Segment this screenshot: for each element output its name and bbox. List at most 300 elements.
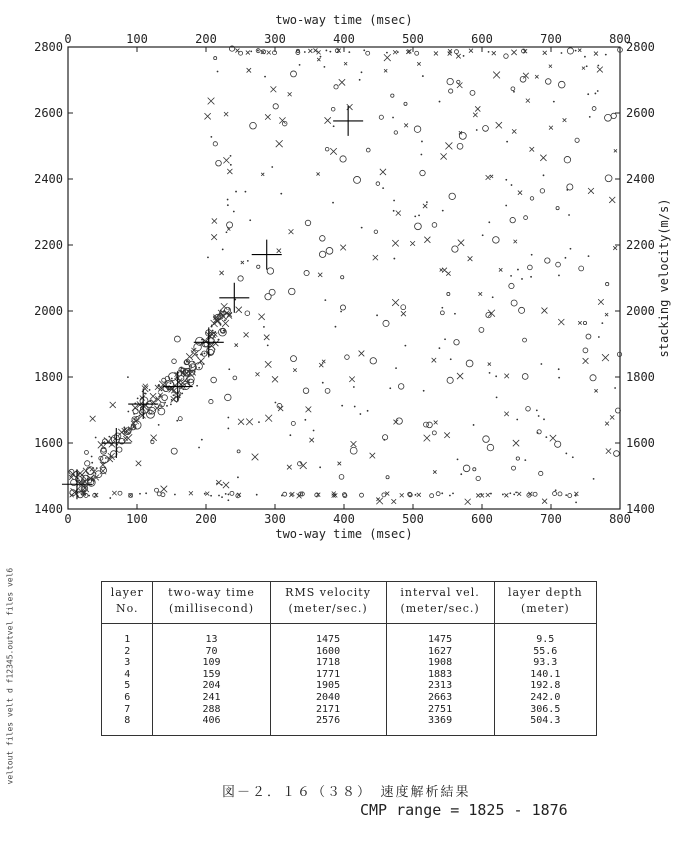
- semblance-mark: [393, 210, 395, 212]
- semblance-mark: [348, 51, 350, 53]
- semblance-mark: [340, 156, 346, 162]
- semblance-mark: [605, 114, 612, 121]
- semblance-mark: [265, 294, 271, 300]
- y-tick-label-left: 2400: [34, 172, 63, 186]
- semblance-mark: [91, 462, 93, 464]
- semblance-mark: [401, 311, 406, 316]
- semblance-mark: [528, 492, 532, 496]
- semblance-mark: [605, 422, 609, 426]
- table-cell: 6: [102, 692, 153, 704]
- semblance-mark: [414, 215, 416, 217]
- semblance-mark: [504, 493, 508, 497]
- semblance-mark: [228, 368, 230, 370]
- semblance-mark: [447, 292, 450, 295]
- semblance-mark: [245, 311, 250, 316]
- x-tick-label-top: 200: [195, 32, 217, 46]
- semblance-mark: [221, 303, 228, 310]
- semblance-mark: [258, 314, 264, 320]
- semblance-mark: [370, 358, 376, 364]
- semblance-mark: [404, 102, 407, 105]
- semblance-mark: [252, 454, 259, 461]
- y-tick-label-left: 2600: [34, 106, 63, 120]
- semblance-mark: [170, 382, 172, 384]
- semblance-mark: [383, 439, 385, 441]
- semblance-mark: [545, 79, 551, 85]
- semblance-mark: [223, 330, 225, 332]
- semblance-mark: [445, 142, 452, 149]
- semblance-mark: [118, 429, 125, 436]
- semblance-mark: [401, 305, 406, 310]
- semblance-mark: [393, 200, 395, 202]
- semblance-mark: [91, 456, 93, 458]
- table-cell: 93.3: [494, 657, 596, 669]
- table-cell: 2576: [270, 715, 386, 735]
- semblance-mark: [144, 392, 146, 394]
- semblance-mark: [344, 62, 347, 65]
- semblance-mark: [90, 416, 96, 422]
- velocity-pick-cross: [128, 389, 158, 419]
- table-cell: 1905: [270, 680, 386, 692]
- y-tick-label-left: 2000: [34, 304, 63, 318]
- semblance-mark: [354, 176, 361, 183]
- semblance-mark: [400, 493, 404, 497]
- semblance-mark: [415, 223, 422, 230]
- semblance-mark: [383, 320, 389, 326]
- semblance-mark: [457, 143, 463, 149]
- semblance-mark: [555, 489, 557, 491]
- semblance-mark: [426, 201, 428, 203]
- semblance-mark: [257, 265, 260, 268]
- semblance-mark: [212, 330, 214, 332]
- semblance-mark: [139, 409, 145, 415]
- table-cell: 1475: [270, 624, 386, 646]
- semblance-mark: [545, 258, 550, 263]
- semblance-mark: [221, 496, 223, 498]
- semblance-mark: [319, 251, 325, 257]
- semblance-mark: [267, 50, 271, 54]
- table-row: [102, 646, 597, 658]
- y-tick-label-right: 2000: [626, 304, 655, 318]
- semblance-mark: [176, 420, 178, 422]
- semblance-mark: [454, 340, 459, 345]
- semblance-mark: [556, 262, 561, 267]
- semblance-mark: [578, 321, 581, 324]
- semblance-mark: [602, 354, 609, 361]
- semblance-mark: [434, 51, 438, 55]
- semblance-mark: [304, 270, 309, 275]
- semblance-mark: [340, 305, 345, 310]
- table-cell: 7: [102, 704, 153, 716]
- semblance-mark: [264, 76, 266, 78]
- semblance-mark: [255, 372, 259, 376]
- semblance-mark: [549, 126, 553, 130]
- semblance-mark: [605, 54, 607, 56]
- semblance-mark: [540, 155, 546, 161]
- table-cell: 55.6: [494, 646, 596, 658]
- semblance-mark: [597, 65, 599, 67]
- semblance-mark: [329, 51, 331, 53]
- semblance-mark: [598, 336, 600, 338]
- semblance-mark: [257, 50, 259, 52]
- semblance-mark: [488, 362, 491, 365]
- semblance-mark: [90, 467, 94, 471]
- semblance-mark: [526, 99, 530, 103]
- semblance-mark: [238, 276, 243, 281]
- semblance-mark: [224, 112, 228, 116]
- semblance-mark: [244, 332, 249, 337]
- semblance-mark: [590, 375, 596, 381]
- semblance-mark: [523, 338, 527, 342]
- semblance-mark: [418, 215, 420, 217]
- semblance-mark: [441, 153, 447, 159]
- semblance-mark: [272, 376, 278, 382]
- semblance-mark: [210, 136, 212, 138]
- semblance-mark: [470, 90, 475, 95]
- semblance-mark: [360, 493, 364, 497]
- semblance-mark: [572, 456, 574, 458]
- semblance-mark: [488, 51, 490, 53]
- semblance-mark: [194, 371, 196, 373]
- semblance-mark: [230, 491, 234, 495]
- semblance-mark: [235, 343, 238, 346]
- semblance-mark: [513, 440, 519, 446]
- table-cell: 2663: [386, 692, 494, 704]
- semblance-mark: [605, 313, 608, 316]
- semblance-mark: [180, 367, 182, 369]
- semblance-mark: [341, 405, 343, 407]
- semblance-mark: [320, 236, 326, 242]
- semblance-mark: [84, 450, 88, 454]
- semblance-mark: [246, 419, 253, 426]
- semblance-mark: [594, 389, 597, 392]
- semblance-mark: [366, 148, 370, 152]
- semblance-mark: [587, 93, 589, 95]
- semblance-mark: [473, 468, 476, 471]
- semblance-mark: [171, 448, 177, 454]
- semblance-mark: [452, 246, 458, 252]
- semblance-mark: [227, 428, 229, 430]
- semblance-mark: [511, 300, 517, 306]
- semblance-mark: [511, 466, 515, 470]
- semblance-mark: [441, 307, 443, 309]
- semblance-mark: [582, 67, 585, 70]
- semblance-mark: [117, 447, 122, 452]
- semblance-mark: [382, 435, 387, 440]
- semblance-mark: [614, 451, 620, 457]
- semblance-mark: [588, 188, 594, 194]
- semblance-mark: [333, 125, 335, 127]
- semblance-mark: [204, 493, 206, 495]
- semblance-mark: [598, 299, 604, 305]
- table-cell: 1627: [386, 646, 494, 658]
- semblance-mark: [457, 373, 463, 379]
- semblance-mark: [522, 374, 528, 380]
- semblance-mark: [219, 271, 223, 275]
- semblance-mark: [158, 424, 160, 426]
- semblance-mark: [205, 492, 209, 496]
- semblance-mark: [384, 54, 391, 61]
- semblance-mark: [236, 307, 242, 313]
- semblance-mark: [350, 447, 357, 454]
- semblance-mark: [454, 313, 456, 315]
- semblance-mark: [224, 319, 226, 321]
- semblance-mark: [567, 48, 573, 54]
- semblance-mark: [181, 392, 183, 394]
- table-row: [102, 624, 597, 646]
- semblance-mark: [325, 147, 329, 151]
- semblance-mark: [110, 402, 116, 408]
- semblance-mark: [366, 51, 370, 55]
- semblance-mark: [424, 237, 430, 243]
- semblance-mark: [237, 476, 239, 478]
- semblance-mark: [440, 311, 444, 315]
- table-cell: 288: [153, 704, 270, 716]
- semblance-mark: [299, 64, 301, 66]
- semblance-mark: [575, 138, 579, 142]
- semblance-mark: [376, 314, 378, 316]
- table-row: [102, 692, 597, 704]
- semblance-mark: [277, 249, 281, 253]
- semblance-mark: [227, 204, 229, 206]
- semblance-mark: [217, 71, 219, 73]
- semblance-mark: [392, 117, 394, 119]
- semblance-mark: [473, 113, 477, 117]
- table-cell: 1883: [386, 669, 494, 681]
- table-row: [102, 715, 597, 735]
- table-cell: 9.5: [494, 624, 596, 646]
- semblance-mark: [513, 493, 515, 495]
- semblance-mark: [449, 89, 453, 93]
- semblance-mark: [394, 131, 397, 134]
- velocity-pick-cross: [252, 240, 282, 270]
- semblance-mark: [382, 493, 386, 497]
- semblance-mark: [420, 170, 425, 175]
- semblance-mark: [506, 141, 508, 143]
- semblance-mark: [200, 354, 202, 356]
- semblance-mark: [330, 148, 337, 155]
- semblance-mark: [594, 93, 596, 95]
- table-cell: 2040: [270, 692, 386, 704]
- semblance-mark: [511, 50, 516, 55]
- semblance-mark: [325, 389, 330, 394]
- semblance-mark: [291, 421, 295, 425]
- semblance-mark: [265, 361, 271, 367]
- semblance-mark: [597, 90, 599, 92]
- semblance-mark: [380, 169, 386, 175]
- semblance-mark: [538, 415, 540, 417]
- semblance-mark: [492, 296, 494, 298]
- semblance-mark: [486, 312, 491, 317]
- semblance-mark: [265, 114, 270, 119]
- semblance-mark: [112, 491, 116, 495]
- semblance-mark: [496, 396, 498, 398]
- semblance-mark: [241, 261, 244, 264]
- table-row: [102, 704, 597, 716]
- semblance-mark: [108, 453, 115, 460]
- col-layer: layer No.: [102, 582, 153, 624]
- semblance-mark: [558, 81, 565, 88]
- semblance-mark: [233, 211, 235, 213]
- semblance-mark: [322, 360, 325, 363]
- semblance-mark: [322, 382, 324, 384]
- semblance-mark: [235, 191, 237, 193]
- semblance-mark: [436, 492, 440, 496]
- semblance-mark: [433, 470, 436, 473]
- semblance-mark: [214, 57, 217, 60]
- semblance-mark: [489, 372, 491, 374]
- semblance-mark: [543, 51, 547, 55]
- cmp-range: CMP range = 1825 - 1876: [360, 801, 568, 819]
- semblance-mark: [440, 268, 443, 271]
- semblance-mark: [542, 499, 547, 504]
- semblance-mark: [367, 410, 369, 412]
- semblance-mark: [223, 482, 229, 488]
- semblance-mark: [478, 292, 482, 296]
- semblance-mark: [283, 492, 287, 496]
- semblance-mark: [510, 275, 512, 277]
- semblance-mark: [324, 299, 326, 301]
- semblance-mark: [85, 461, 90, 466]
- x-tick-label-bottom: 700: [540, 512, 562, 526]
- table-cell: 2: [102, 646, 153, 658]
- semblance-mark: [382, 187, 384, 189]
- semblance-mark: [417, 62, 420, 65]
- table-cell: 306.5: [494, 704, 596, 716]
- semblance-mark: [504, 54, 509, 59]
- semblance-mark: [535, 75, 538, 78]
- semblance-mark: [193, 361, 195, 363]
- semblance-mark: [265, 415, 272, 422]
- table-cell: 1: [102, 624, 153, 646]
- x-tick-label-bottom: 300: [264, 512, 286, 526]
- semblance-mark: [486, 175, 491, 180]
- semblance-mark: [123, 426, 125, 428]
- semblance-mark: [271, 166, 273, 168]
- semblance-mark: [614, 149, 617, 152]
- semblance-mark: [404, 345, 406, 347]
- velocity-pick-cross: [219, 283, 249, 313]
- semblance-mark: [404, 123, 408, 127]
- semblance-mark: [422, 75, 424, 77]
- semblance-mark: [235, 49, 239, 53]
- semblance-mark: [222, 320, 229, 327]
- semblance-mark: [558, 275, 560, 277]
- x-tick-label-top: 800: [609, 32, 631, 46]
- figure-caption: 図－２．１６（３８） 速度解析結果: [222, 785, 471, 800]
- semblance-mark: [96, 467, 98, 469]
- semblance-mark: [359, 79, 361, 81]
- semblance-mark: [204, 352, 206, 354]
- semblance-mark: [171, 399, 173, 401]
- semblance-mark: [442, 210, 444, 212]
- semblance-mark: [613, 246, 617, 250]
- semblance-mark: [391, 499, 396, 504]
- semblance-mark: [492, 51, 496, 55]
- semblance-mark: [586, 65, 588, 67]
- semblance-mark: [216, 480, 221, 485]
- semblance-mark: [114, 433, 120, 439]
- table-cell: 4: [102, 669, 153, 681]
- semblance-mark: [543, 174, 545, 176]
- y-tick-label-right: 2200: [626, 238, 655, 252]
- semblance-mark: [246, 51, 250, 55]
- semblance-mark: [476, 476, 480, 480]
- semblance-mark: [230, 155, 232, 157]
- semblance-mark: [465, 499, 471, 505]
- semblance-mark: [351, 441, 357, 447]
- semblance-mark: [463, 55, 465, 57]
- semblance-mark: [289, 229, 294, 234]
- semblance-mark: [517, 269, 519, 271]
- y-tick-label-left: 1800: [34, 370, 63, 384]
- semblance-mark: [332, 202, 334, 204]
- semblance-mark: [605, 175, 612, 182]
- semblance-mark: [247, 68, 251, 72]
- table-cell: 204: [153, 680, 270, 692]
- semblance-mark: [447, 78, 453, 84]
- semblance-mark: [166, 405, 168, 407]
- semblance-mark: [504, 374, 509, 379]
- semblance-mark: [353, 386, 355, 388]
- semblance-mark: [541, 308, 547, 314]
- semblance-mark: [304, 51, 306, 53]
- semblance-mark: [594, 52, 598, 56]
- x-tick-label-bottom: 200: [195, 512, 217, 526]
- velocity-pick-cross: [194, 327, 224, 357]
- table-cell: 5: [102, 680, 153, 692]
- y-tick-label-right: 2400: [626, 172, 655, 186]
- semblance-mark: [493, 72, 500, 79]
- semblance-mark: [162, 378, 166, 382]
- semblance-mark: [225, 394, 232, 401]
- semblance-mark: [161, 493, 165, 497]
- y-tick-label-right: 1600: [626, 436, 655, 450]
- y-tick-label-left: 1600: [34, 436, 63, 450]
- semblance-mark: [389, 387, 391, 389]
- semblance-mark: [565, 494, 567, 496]
- semblance-mark: [511, 87, 515, 91]
- semblance-mark: [545, 436, 547, 438]
- semblance-mark: [524, 459, 526, 461]
- semblance-mark: [208, 98, 215, 105]
- y-tick-label-right: 1800: [626, 370, 655, 384]
- table-row: [102, 680, 597, 692]
- semblance-mark: [275, 402, 277, 404]
- semblance-mark: [583, 358, 589, 364]
- semblance-mark: [459, 132, 466, 139]
- table-cell: 241: [153, 692, 270, 704]
- semblance-mark: [521, 278, 523, 280]
- semblance-mark: [434, 421, 438, 425]
- semblance-mark: [493, 237, 500, 244]
- semblance-mark: [226, 231, 228, 233]
- semblance-mark: [384, 69, 387, 72]
- semblance-mark: [270, 86, 276, 92]
- semblance-mark: [537, 432, 539, 434]
- semblance-mark: [512, 129, 516, 133]
- semblance-mark: [526, 406, 531, 411]
- semblance-mark: [161, 486, 168, 493]
- semblance-mark: [520, 76, 526, 82]
- semblance-mark: [432, 358, 437, 363]
- semblance-mark: [137, 397, 139, 399]
- semblance-mark: [447, 377, 453, 383]
- semblance-mark: [158, 408, 165, 415]
- semblance-mark: [198, 367, 200, 369]
- semblance-mark: [171, 378, 173, 380]
- table-cell: 2751: [386, 704, 494, 716]
- semblance-mark: [170, 404, 172, 406]
